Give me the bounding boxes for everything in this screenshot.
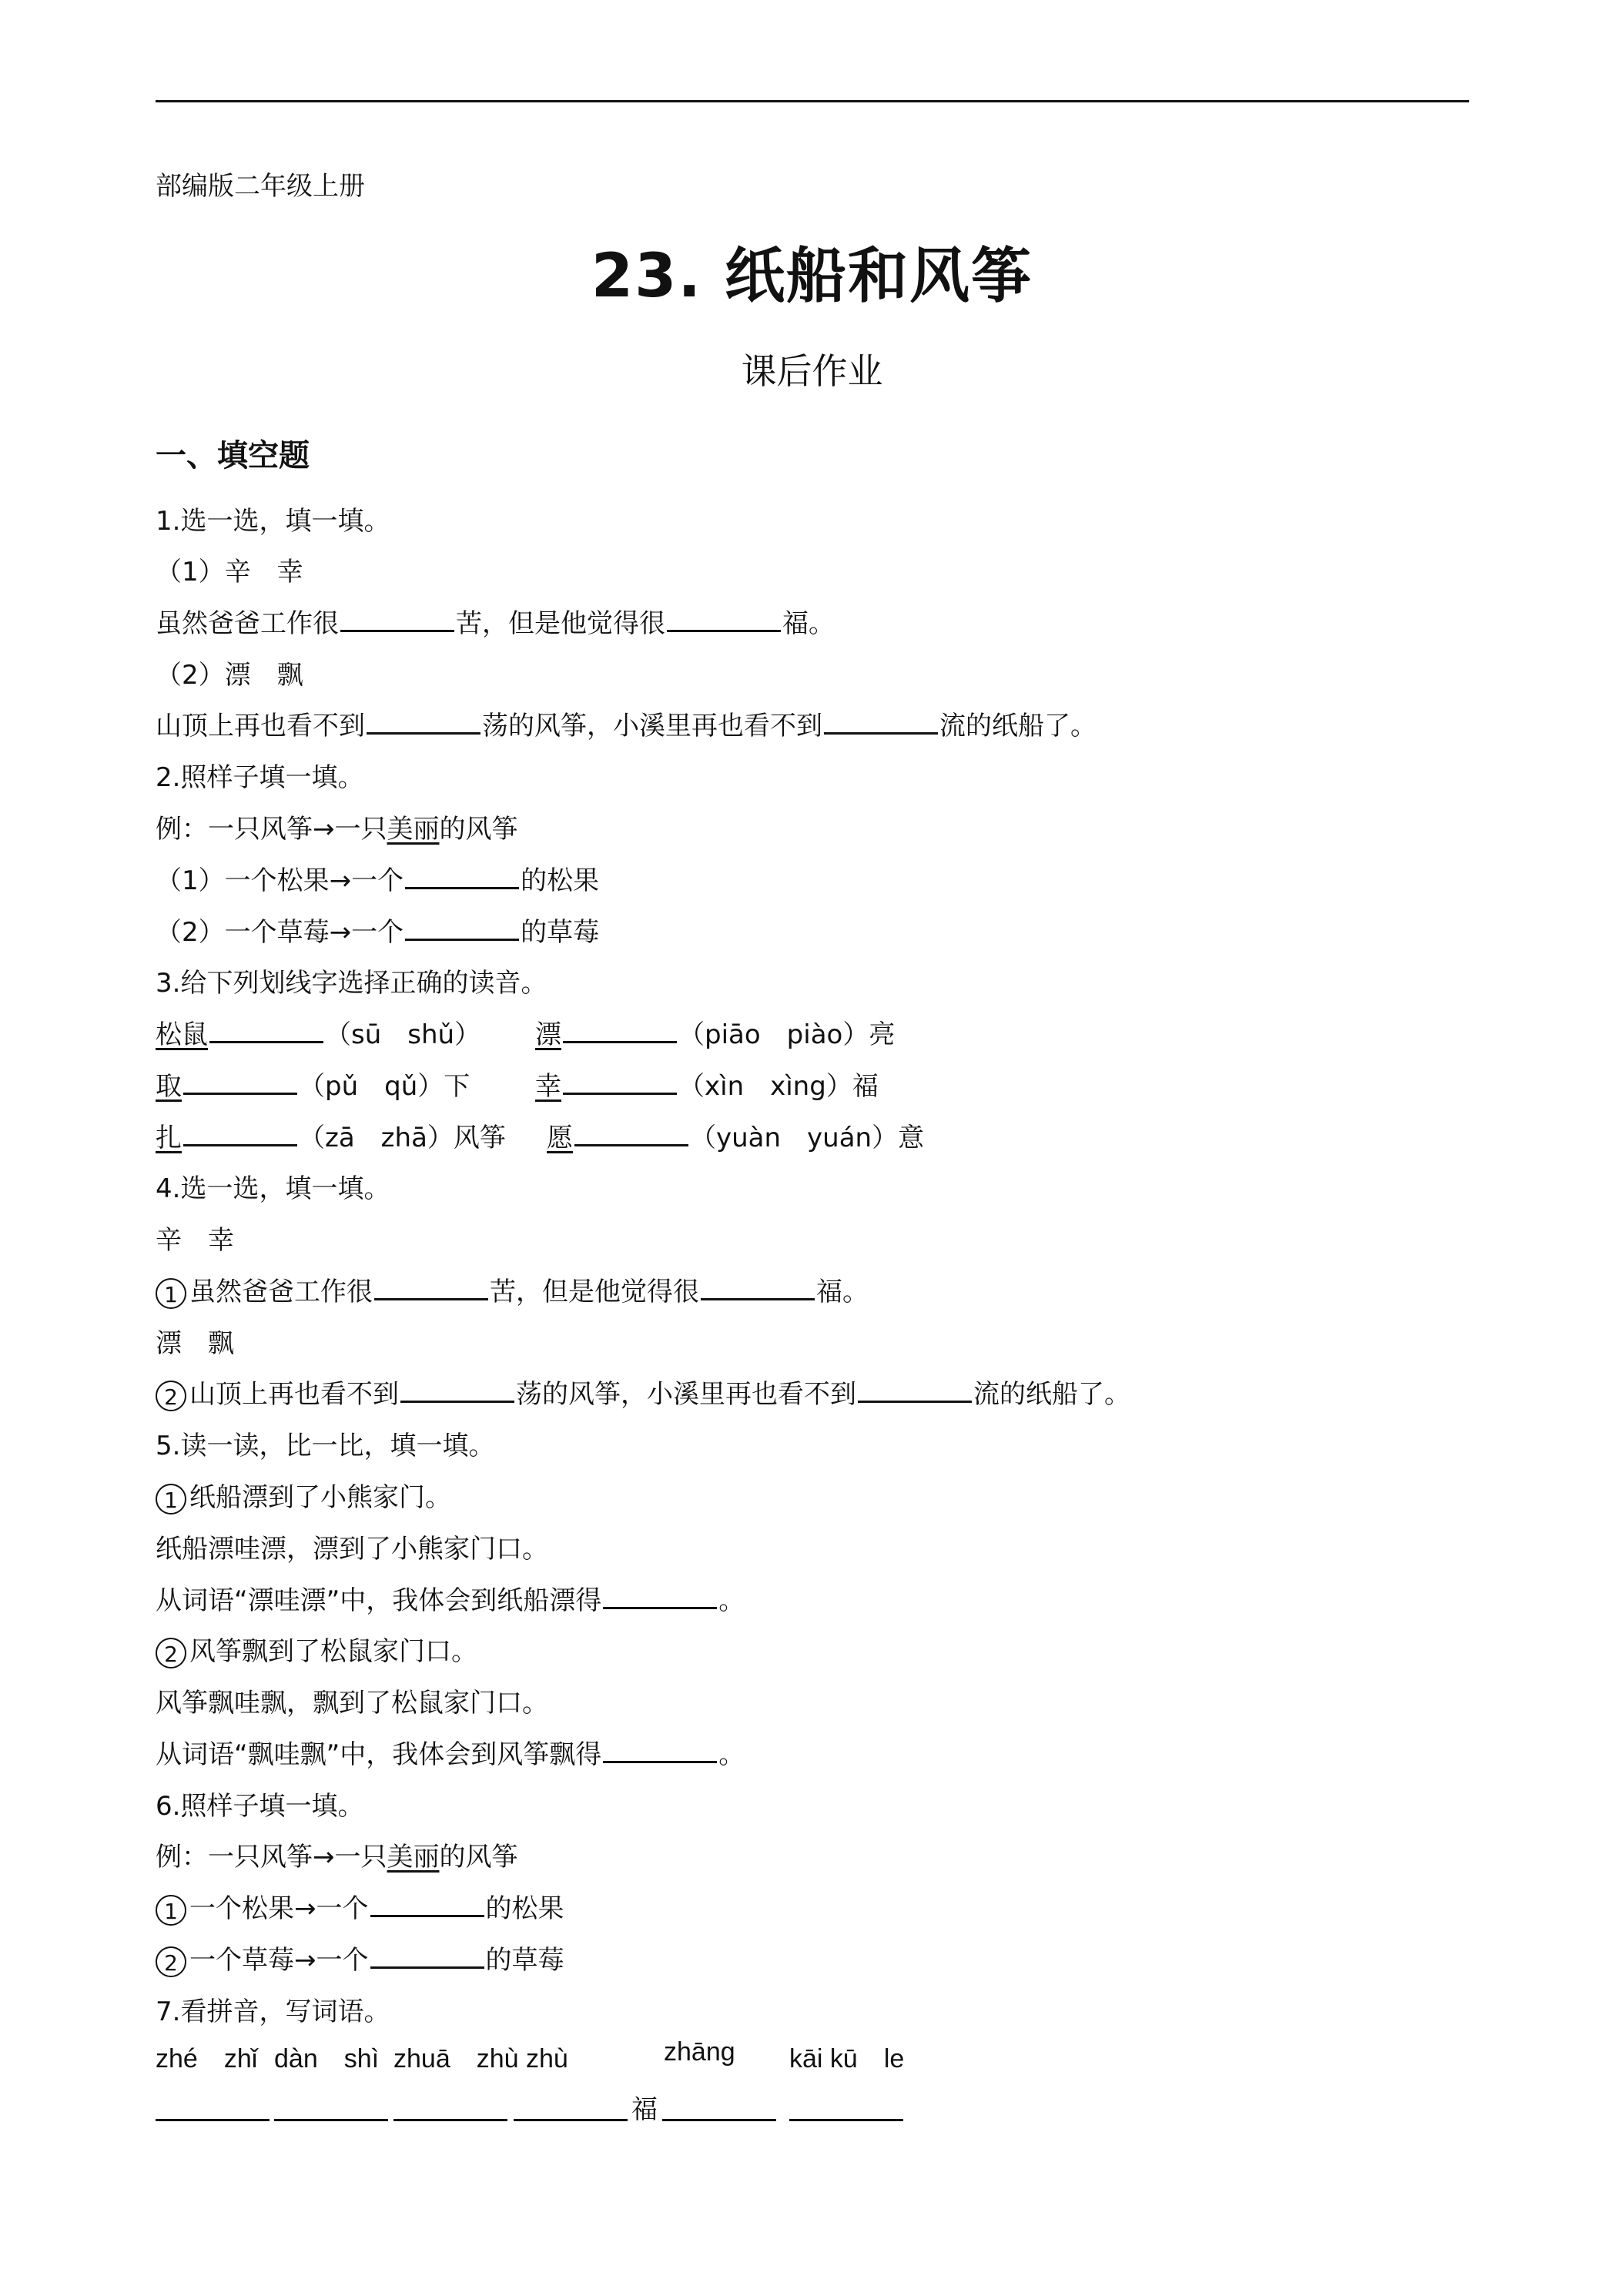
q5-line1: 1 纸船漂到了小熊家门。 [156,1481,451,1514]
q1-part2-sentence: 山顶上再也看不到 荡的风筝，小溪里再也看不到 流的纸船了。 [156,711,1097,741]
q6-item1: 1 一个松果→一个 的松果 [156,1892,564,1926]
q4-title: 4.选一选，填一填。 [156,1173,390,1204]
answer-blank[interactable] [789,2096,903,2121]
pinyin-5: kāi kū le [789,2044,905,2073]
circled-number: 1 [156,1278,186,1309]
answer-blank[interactable] [603,1584,717,1609]
circled-number: 1 [156,1895,186,1926]
arrow-icon: → [313,814,335,845]
arrow-icon: → [294,1893,316,1924]
arrow-icon: → [294,1945,316,1976]
q5-line3: 从词语“漂哇漂”中，我体会到纸船漂得 。 [156,1585,745,1616]
q1-part1-label: （1）辛 幸 [156,557,303,587]
q6-example: 例：一只风筝→一只美丽的风筝 [156,1842,518,1873]
q2-item1: （1）一个松果→一个 的松果 [156,865,600,896]
q3-row2-right: 幸 （xìn xìng）福 [535,1071,879,1102]
arrow-icon: → [313,1842,335,1873]
answer-blank[interactable] [367,709,481,735]
circled-number: 2 [156,1946,186,1977]
q4-group1: 辛 幸 [156,1225,234,1256]
answer-blank[interactable] [370,1892,484,1917]
answer-blank[interactable] [514,2096,628,2121]
answer-blank[interactable] [156,2096,270,2121]
q2-item2: （2）一个草莓→一个 的草莓 [156,917,600,948]
q3-row2-left: 取 （pǔ qǔ）下 [156,1071,470,1102]
q3-row3-left: 扎 （zā zhā）风筝 [156,1123,506,1153]
q5-title: 5.读一读，比一比，填一填。 [156,1431,495,1461]
q3-title: 3.给下列划线字选择正确的读音。 [156,968,547,999]
answer-blank[interactable] [209,1018,323,1043]
q2-example: 例：一只风筝→一只美丽的风筝 [156,814,518,845]
pinyin-2: dàn shì [274,2044,380,2073]
q6-title: 6.照样子填一填。 [156,1791,364,1822]
pinyin-3: zhuā zhù zhù [393,2044,568,2073]
answer-blank[interactable] [563,1069,677,1095]
q2-title: 2.照样子填一填。 [156,762,364,793]
answer-blank[interactable] [393,2096,507,2121]
arrow-icon: → [329,917,352,948]
answer-blank[interactable] [374,1275,488,1300]
q4-sentence1: 1 虽然爸爸工作很 苦，但是他觉得很 福。 [156,1275,869,1309]
q3-row3-right: 愿 （yuàn yuán）意 [547,1123,925,1153]
pinyin-4: zhāng [664,2037,735,2067]
answer-blank[interactable] [183,1069,297,1095]
q1-title: 1.选一选，填一填。 [156,506,390,537]
answer-blank[interactable] [405,915,519,941]
answer-blank[interactable] [701,1275,815,1300]
answer-blank[interactable] [370,1943,484,1969]
answer-blank[interactable] [340,607,454,632]
q7-title: 7.看拼音，写词语。 [156,1996,390,2027]
header-rule [156,100,1469,102]
arrow-icon: → [329,865,352,896]
answer-blank[interactable] [667,607,781,632]
grade-label: 部编版二年级上册 [156,171,365,202]
answer-blank[interactable] [574,1121,688,1146]
q4-group2: 漂 飘 [156,1328,234,1359]
circled-number: 2 [156,1381,186,1411]
answer-blank[interactable] [183,1121,297,1146]
q5-line5: 风筝飘哇飘，飘到了松鼠家门口。 [156,1688,548,1719]
answer-blank[interactable] [400,1377,514,1403]
character-fu: 福 [631,2094,658,2125]
answer-blank[interactable] [274,2096,388,2121]
q3-row1-left: 松鼠 （sū shǔ） [156,1019,481,1050]
section-heading: 一、填空题 [156,438,310,474]
q1-part1-sentence: 虽然爸爸工作很 苦，但是他觉得很 福。 [156,608,835,639]
q5-line6: 从词语“飘哇飘”中，我体会到风筝飘得 。 [156,1739,745,1770]
q4-sentence2: 2 山顶上再也看不到 荡的风筝，小溪里再也看不到 流的纸船了。 [156,1377,1130,1411]
answer-blank[interactable] [824,709,938,735]
circled-number: 1 [156,1484,186,1514]
page-title: 23. 纸船和风筝 [591,242,1033,311]
answer-blank[interactable] [405,864,519,889]
page-subtitle: 课后作业 [741,350,883,392]
q5-line4: 2 风筝飘到了松鼠家门口。 [156,1635,477,1668]
q1-part2-label: （2）漂 飘 [156,660,303,691]
q6-item2: 2 一个草莓→一个 的草莓 [156,1943,564,1977]
pinyin-1: zhé zhǐ [156,2044,258,2073]
answer-blank[interactable] [858,1377,972,1403]
q3-row1-right: 漂 （piāo piào）亮 [535,1019,896,1050]
q5-line2: 纸船漂哇漂，漂到了小熊家门口。 [156,1534,548,1565]
answer-blank[interactable] [662,2096,776,2121]
answer-blank[interactable] [603,1738,717,1763]
answer-blank[interactable] [563,1018,677,1043]
circled-number: 2 [156,1638,186,1668]
